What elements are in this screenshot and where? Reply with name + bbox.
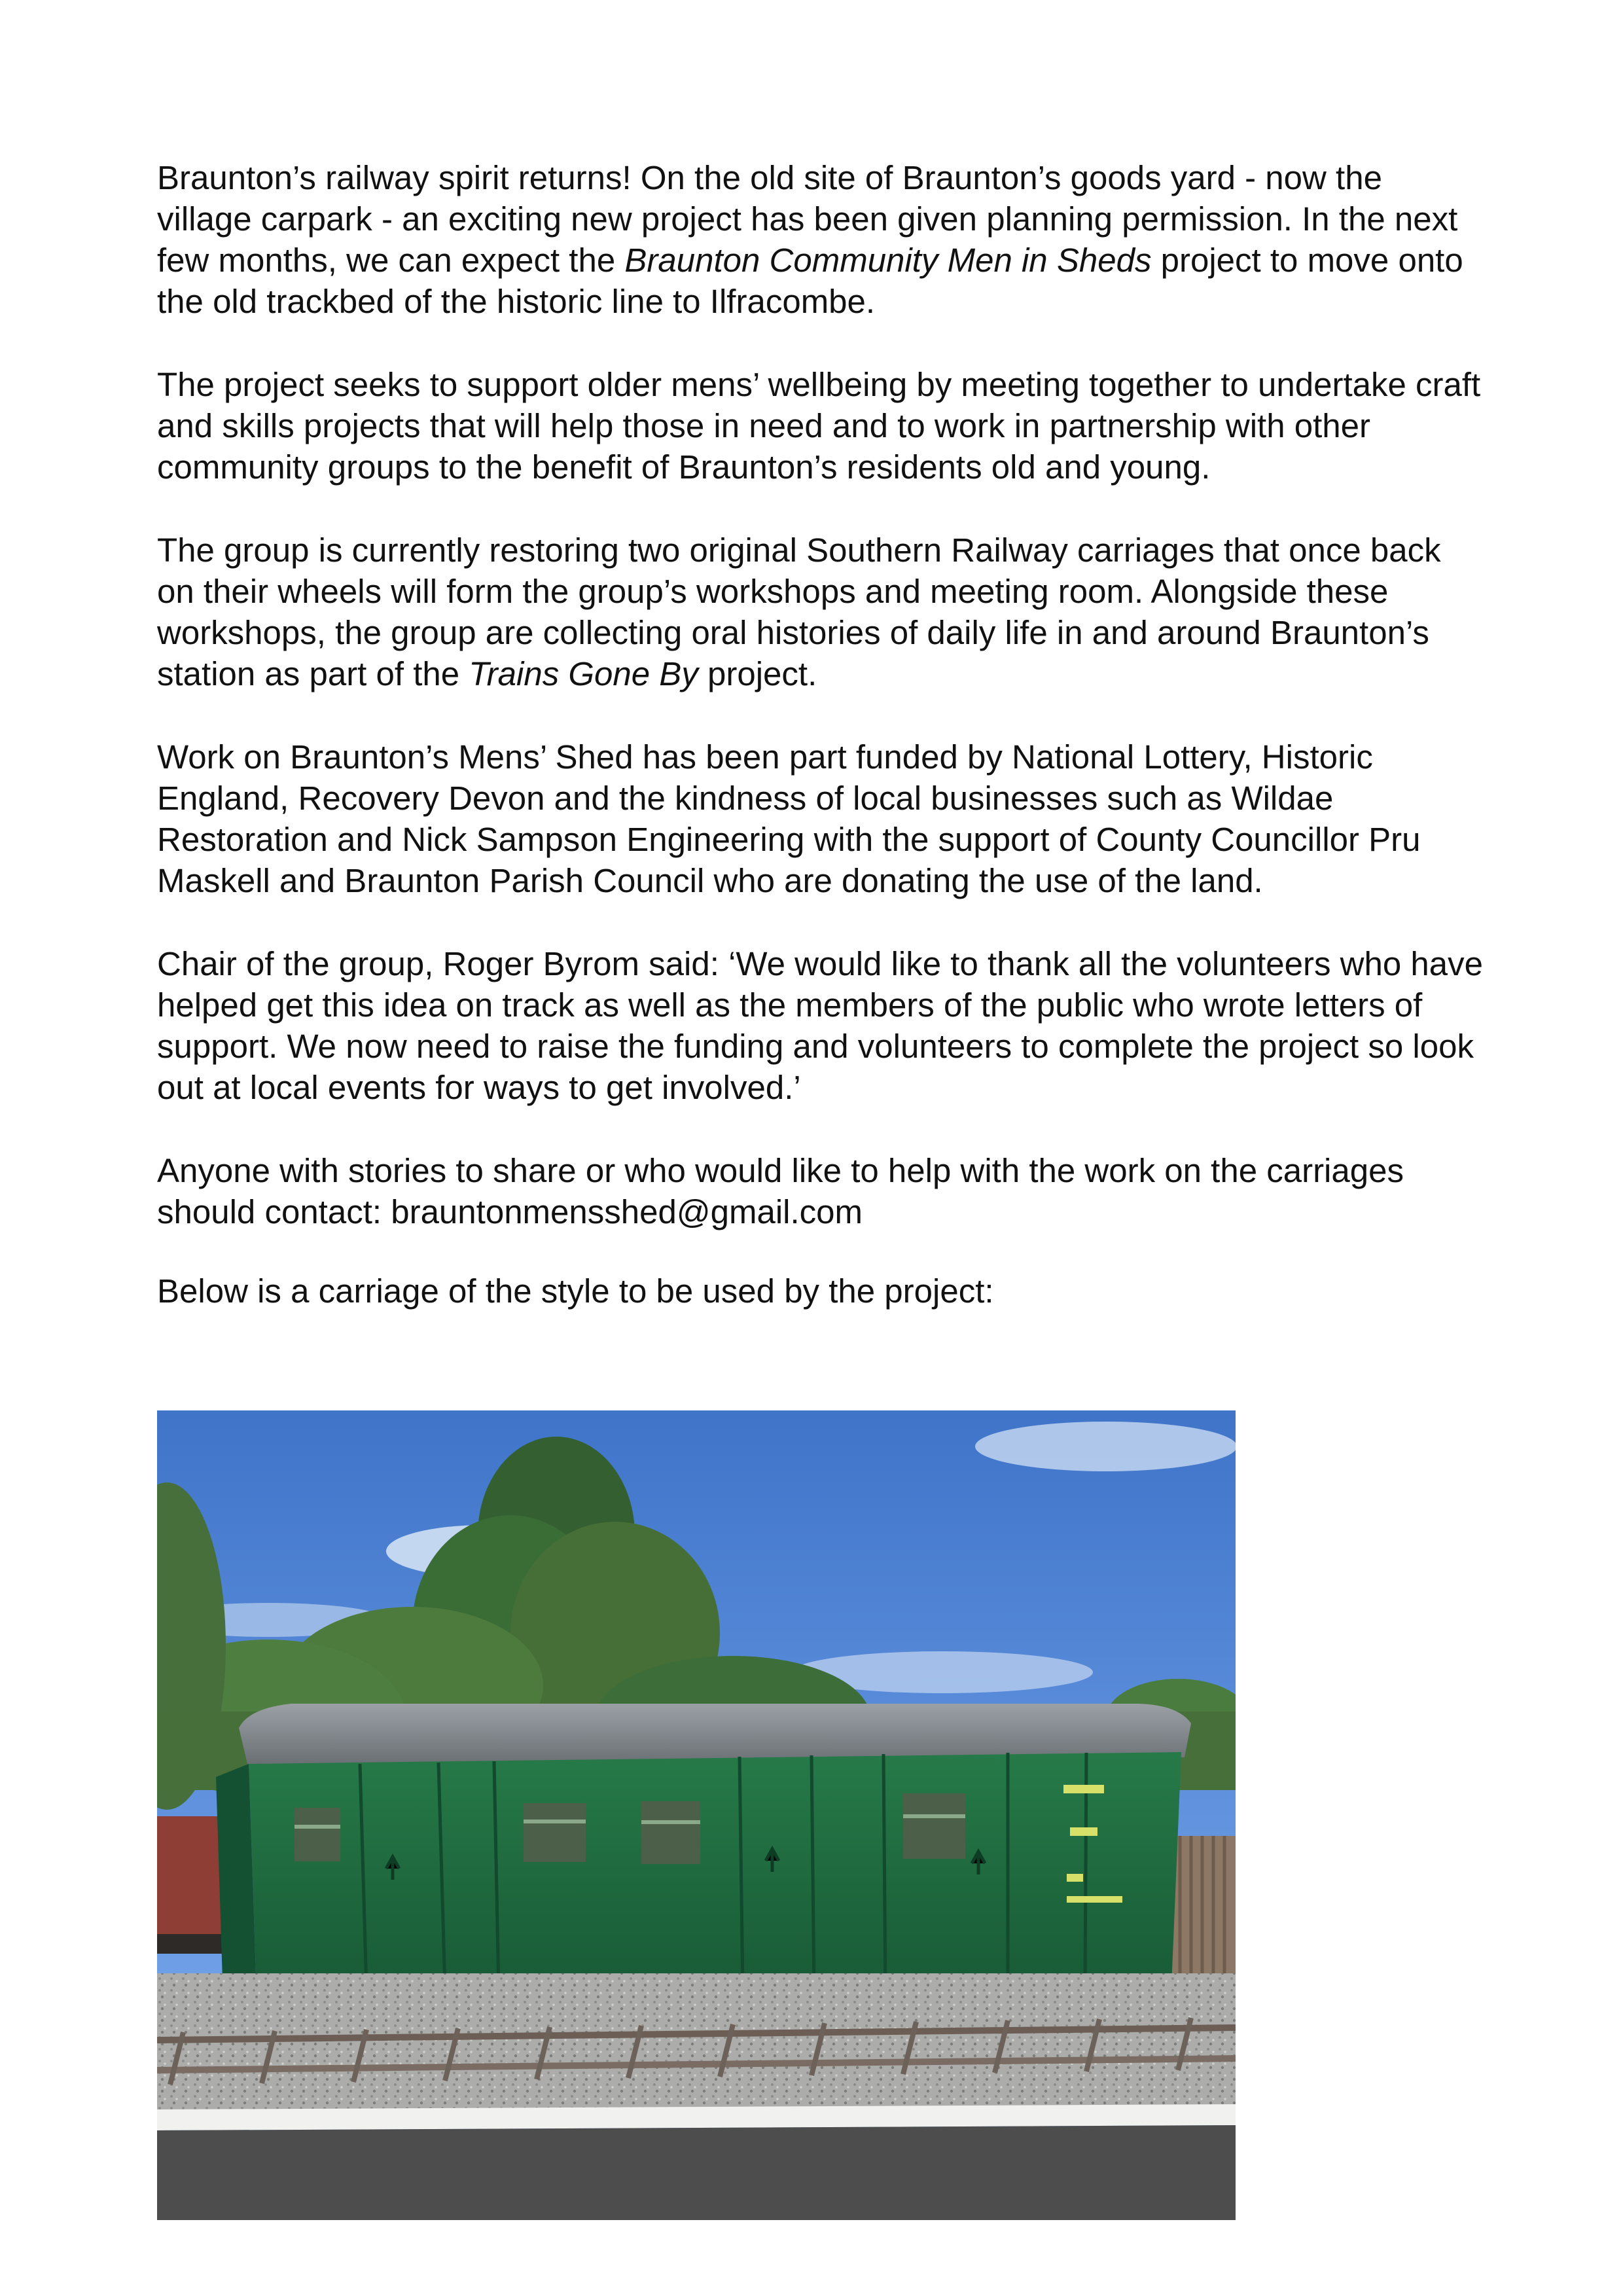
paragraph-1-italic-title: Braunton Community Men in Sheds — [624, 242, 1152, 279]
paragraph-1 — [157, 157, 1486, 322]
paragraph-1-part-3: project to move onto the old trackbed of the historic line to Ilfracombe. — [157, 242, 1463, 320]
paragraph-7-text: Below is a carriage of the style to be used by the project: — [157, 1272, 994, 1310]
paragraph-3-italic-title: Trains Gone By — [469, 655, 698, 692]
track-ballast — [157, 1973, 1236, 2117]
railway-carriage-illustration — [157, 1410, 1236, 2220]
paragraph-5 — [157, 943, 1486, 1108]
paragraph-3-part-3: project. — [698, 655, 817, 692]
paragraph-2-text: The project seeks to support older mens’ wellbeing by meeting together to undertake craft and skills projects that will help those in need and to work in partnership with other community groups to the benefit of Braunton’s residents old and young. — [157, 366, 1481, 486]
platform-surface — [157, 2125, 1236, 2220]
paragraph-7 — [157, 1270, 1486, 1312]
paragraph-4-text: Work on Braunton’s Mens’ Shed has been part funded by National Lottery, Historic England, Recovery Devon and the kindness of local businesses such as Wildae Restoration and Nick Sampson Engineering with the support of County Councillor Pru Maskell and Braunton Parish Council who are donating the use of the land. — [157, 738, 1421, 899]
article-body — [157, 157, 1486, 1354]
paragraph-3-part-1: The group is currently restoring two original Southern Railway carriages that once back on their wheels will form the group’s workshops and meeting room. Alongside these workshops, the group are collecting oral histories of daily life in and around Braunton’s station as part of the — [157, 531, 1441, 692]
paragraph-6-text: Anyone with stories to share or who would like to help with the work on the carriages should contact: brauntonmensshed@gmail.com — [157, 1152, 1404, 1230]
paragraph-4 — [157, 736, 1486, 901]
paragraph-2 — [157, 364, 1486, 488]
paragraph-1-part-1: Braunton’s railway spirit returns! On the old site of Braunton’s goods yard - now the village carpark - an exciting new project has been given planning permission. In the next few months, we can expect the — [157, 159, 1458, 279]
carriage-body — [249, 1752, 1181, 1993]
cloud-1 — [975, 1422, 1236, 1471]
railway-carriage-photo — [157, 1410, 1236, 2220]
paragraph-6 — [157, 1150, 1486, 1232]
paragraph-5-text: Chair of the group, Roger Byrom said: ‘We would like to thank all the volunteers who have helped get this idea on track as well as the members of the public who wrote letters of support. We now need to raise the funding and volunteers to complete the project so look out at local events for ways to get involved.’ — [157, 945, 1483, 1106]
paragraph-3 — [157, 529, 1486, 694]
